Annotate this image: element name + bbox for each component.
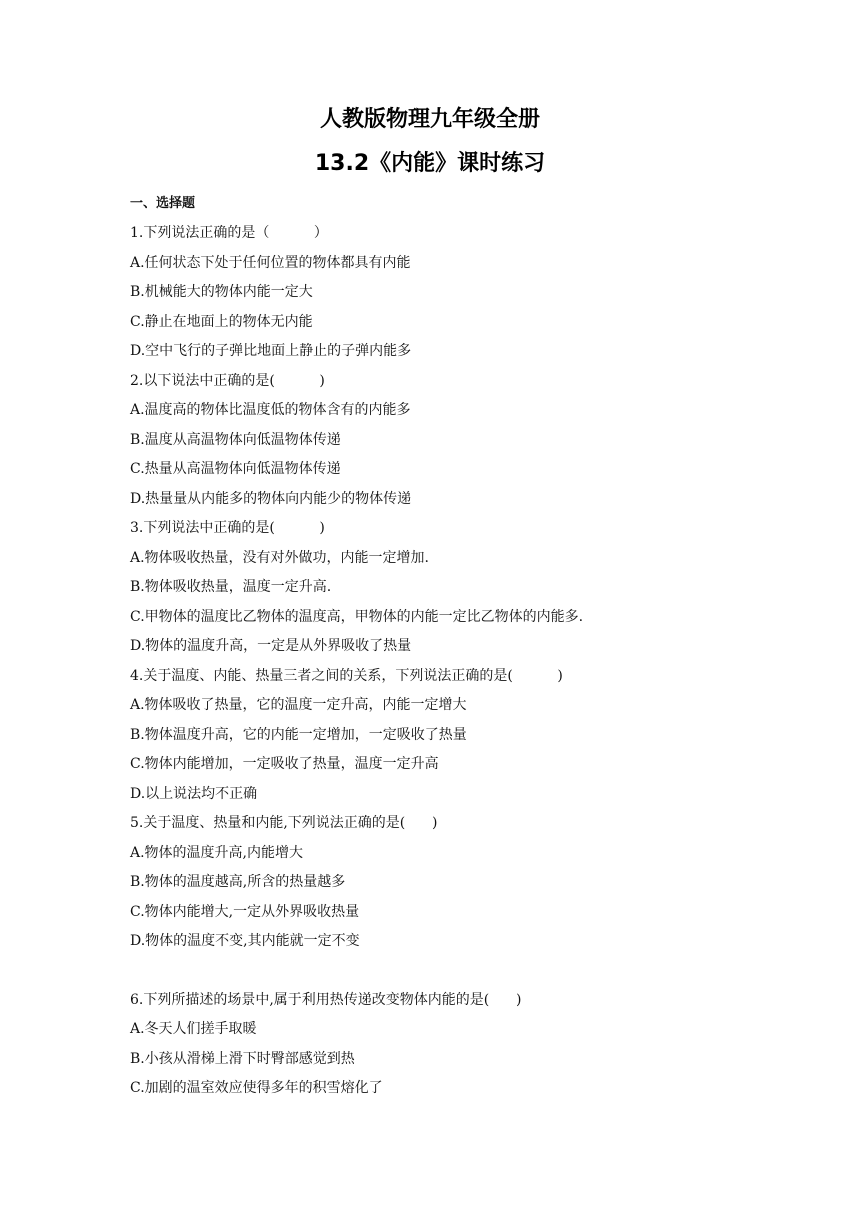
answer-option: B.物体的温度越高,所含的热量越多: [130, 874, 346, 890]
answer-option: B.机械能大的物体内能一定大: [130, 284, 313, 300]
question-stem: 2.以下说法中正确的是( ): [130, 372, 325, 389]
answer-option: B.温度从高温物体向低温物体传递: [130, 431, 341, 448]
answer-option: C.热量从高温物体向低温物体传递: [130, 461, 341, 477]
answer-option: C.静止在地面上的物体无内能: [130, 313, 313, 330]
answer-option: D.物体的温度升高，一定是从外界吸收了热量: [130, 638, 412, 654]
answer-option: C.物体内能增大,一定从外界吸收热量: [130, 903, 360, 920]
section-heading: 一、选择题: [130, 196, 196, 211]
document-title: 人教版物理九年级全册: [319, 107, 540, 132]
answer-option: A.物体的温度升高,内能增大: [130, 844, 304, 861]
answer-option: C.甲物体的温度比乙物体的温度高，甲物体的内能一定比乙物体的内能多.: [130, 608, 584, 625]
answer-option: D.热量量从内能多的物体向内能少的物体传递: [130, 490, 412, 507]
answer-option: A.物体吸收了热量，它的温度一定升高，内能一定增大: [130, 697, 467, 713]
document-subtitle: 13.2《内能》课时练习: [314, 151, 546, 176]
answer-option: B.物体温度升高，它的内能一定增加，一定吸收了热量: [130, 726, 467, 743]
question-stem: 4.关于温度、内能、热量三者之间的关系，下列说法正确的是( ): [130, 667, 563, 684]
answer-option: A.物体吸收热量，没有对外做功，内能一定增加.: [130, 549, 430, 566]
answer-option: D.以上说法均不正确: [130, 785, 258, 802]
question-stem: 1.下列说法正确的是（ ）: [130, 225, 328, 241]
answer-option: B.小孩从滑梯上滑下时臀部感觉到热: [130, 1050, 355, 1067]
answer-option: D.物体的温度不变,其内能就一定不变: [130, 933, 360, 949]
blank-spacer: [130, 960, 750, 989]
answer-option: A.温度高的物体比温度低的物体含有的内能多: [130, 402, 411, 418]
answer-option: C.物体内能增加，一定吸收了热量，温度一定升高: [130, 756, 439, 772]
question-list: [130, 222, 750, 1107]
answer-option: B.物体吸收热量，温度一定升高.: [130, 579, 332, 595]
question-stem: 5.关于温度、热量和内能,下列说法正确的是( ): [130, 815, 438, 831]
question-stem: 6.下列所描述的场景中,属于利用热传递改变物体内能的是( ): [130, 991, 522, 1008]
answer-option: D.空中飞行的子弹比地面上静止的子弹内能多: [130, 343, 412, 359]
answer-option: C.加剧的温室效应使得多年的积雪熔化了: [130, 1080, 383, 1096]
answer-option: A.任何状态下处于任何位置的物体都具有内能: [130, 254, 411, 271]
answer-option: A.冬天人们搓手取暖: [130, 1021, 257, 1037]
question-stem: 3.下列说法中正确的是( ): [130, 520, 325, 536]
